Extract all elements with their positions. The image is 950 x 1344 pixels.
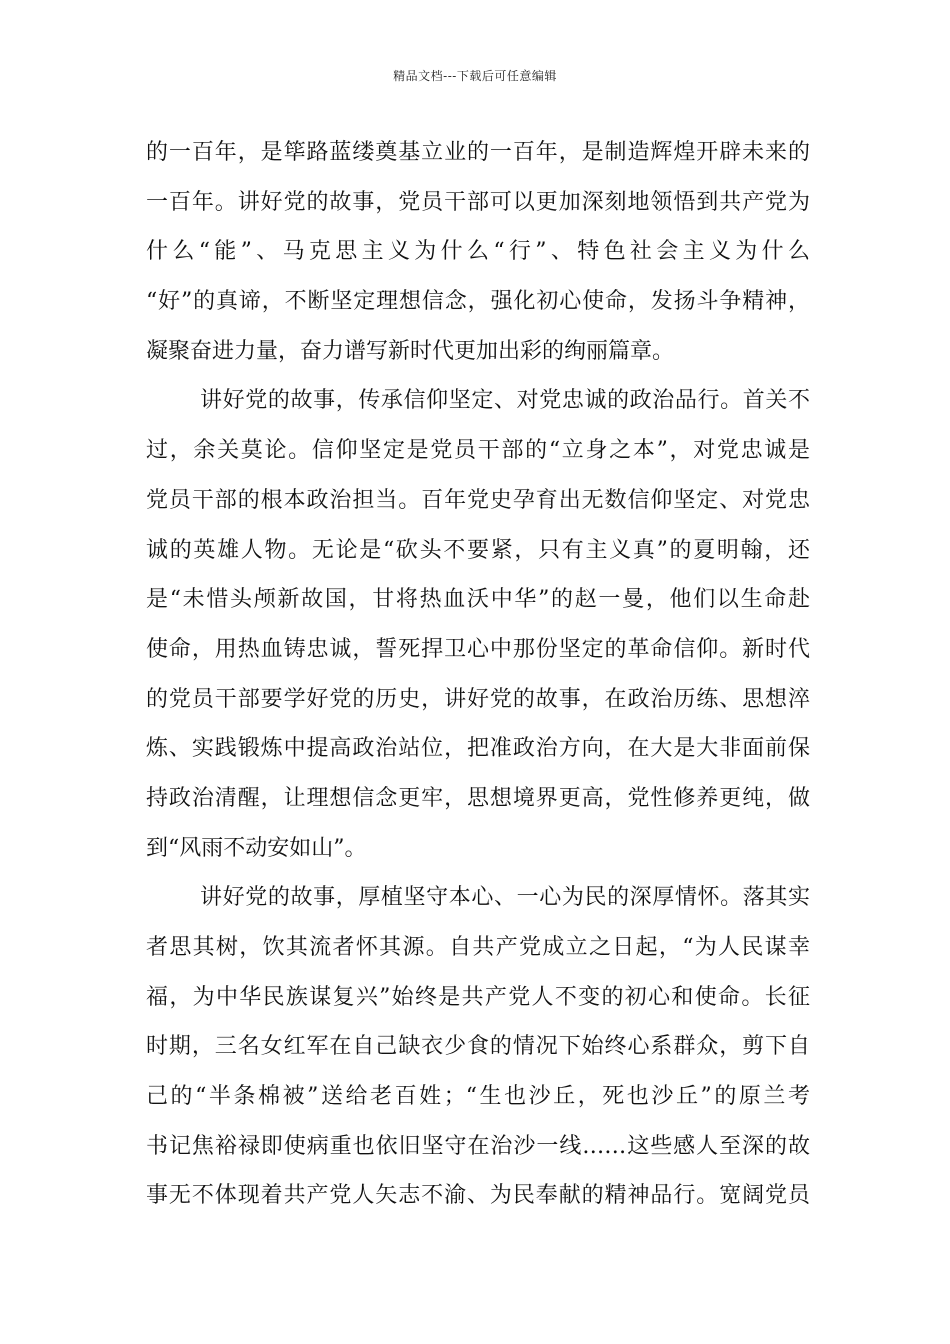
paragraph-3 [146,873,810,1221]
text-line: “好”的真谛，不断坚定理想信念，强化初心使命，发扬斗争精神， [146,289,810,315]
text-line: 到“风雨不动安如山”。 [146,835,367,861]
paragraph-2 [146,376,810,873]
text-line: 事无不体现着共产党人矢志不渝、为民奉献的精神品行。宽阔党员 [146,1183,810,1209]
text-line: 己的“半条棉被”送给老百姓；“生也沙丘，死也沙丘”的原兰考 [146,1084,810,1110]
text-line: 者思其树，饮其流者怀其源。自共产党成立之日起，“为人民谋幸 [146,935,810,960]
text-line: 福，为中华民族谋复兴”始终是共产党人不变的初心和使命。长征 [146,984,810,1010]
text-line: 的党员干部要学好党的历史，讲好党的故事，在政治历练、思想淬 [146,686,810,712]
page-header: 精品文档---下载后可任意编辑 [393,69,557,83]
paragraph-1 [146,128,810,376]
text-line: 什么“能”、马克思主义为什么“行”、特色社会主义为什么 [146,239,810,265]
text-line: 炼、实践锻炼中提高政治站位，把准政治方向，在大是大非面前保 [146,736,810,762]
text-line: 书记焦裕禄即使病重也依旧坚守在治沙一线……这些感人至深的故 [146,1133,810,1159]
text-line: 的一百年，是筚路蓝缕奠基立业的一百年，是制造辉煌开辟未来的 [146,140,810,165]
text-line: 时期，三名女红军在自己缺衣少食的情况下始终心系群众，剪下自 [146,1034,810,1060]
text-line: 是“未惜头颅新故国，甘将热血沃中华”的赵一曼，他们以生命赴 [146,587,810,613]
text-line: 持政治清醒，让理想信念更牢，思想境界更高，党性修养更纯，做 [146,785,810,811]
text-line: 凝聚奋进力量，奋力谱写新时代更加出彩的绚丽篇章。 [146,338,675,364]
text-line: 讲好党的故事，传承信仰坚定、对党忠诚的政治品行。首关不 [200,388,810,414]
text-line: 讲好党的故事，厚植坚守本心、一心为民的深厚情怀。落其实 [200,885,810,911]
text-line: 党员干部的根本政治担当。百年党史孕育出无数信仰坚定、对党忠 [146,487,810,513]
document-body [146,128,810,1221]
text-line: 使命，用热血铸忠诚，誓死捍卫心中那份坚定的革命信仰。新时代 [146,636,810,662]
text-line: 一百年。讲好党的故事，党员干部可以更加深刻地领悟到共产党为 [146,189,810,215]
text-line: 过，余关莫论。信仰坚定是党员干部的“立身之本”，对党忠诚是 [146,438,810,464]
text-line: 诚的英雄人物。无论是“砍头不要紧，只有主义真”的夏明翰，还 [146,537,810,563]
